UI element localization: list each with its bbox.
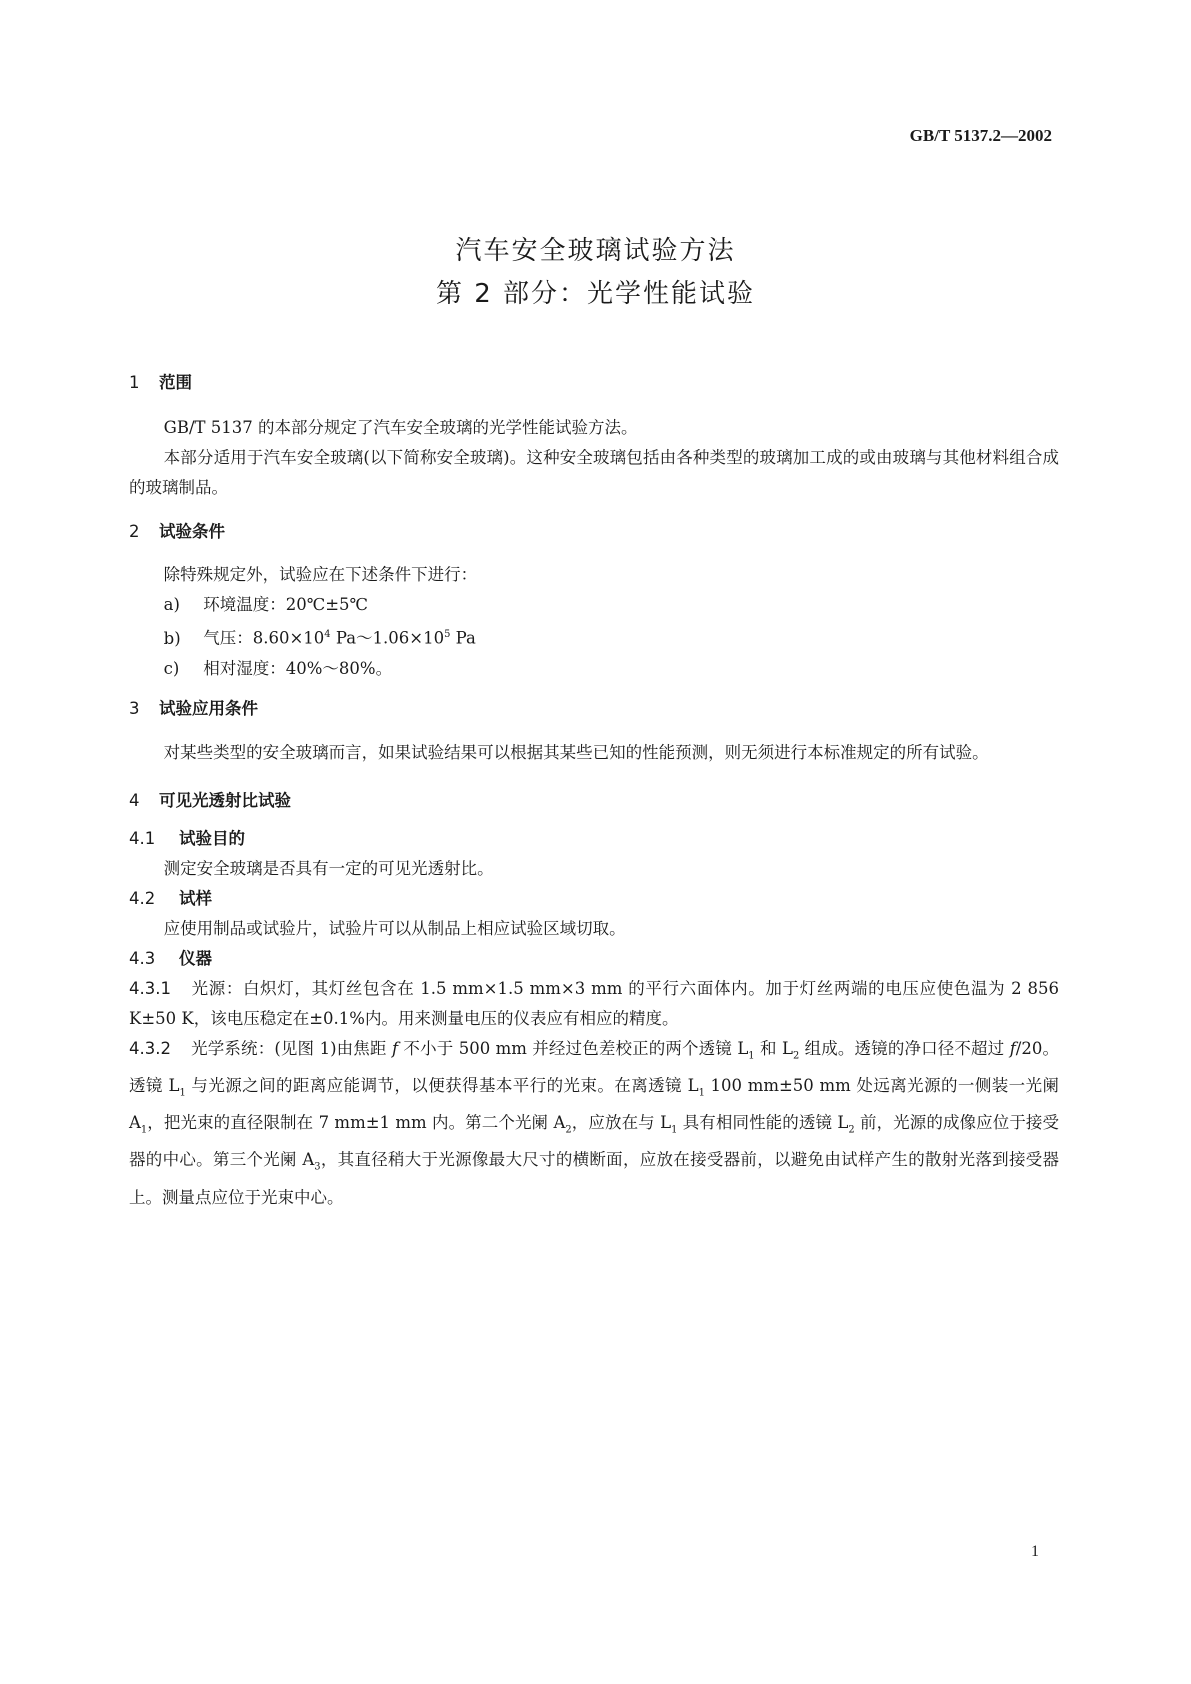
section-number: 3 (129, 698, 140, 718)
paragraph: 应使用制品或试验片，试验片可以从制品上相应试验区域切取。 (163, 918, 626, 938)
subsection-4-2-heading: 4.2 试样 (129, 888, 212, 908)
list-marker: a) (163, 595, 180, 614)
section-title: 试验应用条件 (159, 698, 258, 718)
section-title: 可见光透射比试验 (159, 790, 291, 810)
paragraph: 测定安全玻璃是否具有一定的可见光透射比。 (163, 858, 494, 878)
list-item: c) 相对湿度：40%～80%。 (129, 654, 1059, 684)
subsection-4-1-heading: 4.1 试验目的 (129, 828, 245, 848)
section-2-heading (129, 517, 1059, 547)
document-body (129, 368, 1059, 1213)
paragraph: 本部分适用于汽车安全玻璃(以下简称安全玻璃)。这种安全玻璃包括由各种类型的玻璃加工成的或由玻璃与其他材料组合成的玻璃制品。 (129, 448, 1059, 497)
standard-number: GB/T 5137.2—2002 (909, 126, 1052, 145)
clause-number: 4.3.1 (129, 978, 171, 998)
document-subtitle: 第 2 部分：光学性能试验 (435, 279, 756, 309)
list-item: b) 气压：$8.60\times 10^4$ $Pa\sim 1.06\times 10^5$ Pa (129, 620, 1059, 654)
section-number: 4 (129, 790, 140, 810)
section-number: 2 (129, 522, 140, 541)
section-4-heading (129, 786, 1059, 816)
list-marker: b) (163, 628, 181, 648)
page-number: 1 (1031, 1543, 1039, 1560)
list-item: a) 环境温度：20℃±5℃ (129, 590, 1059, 620)
paragraph: GB/T 5137 的本部分规定了汽车安全玻璃的光学性能试验方法。 (163, 418, 638, 437)
clause-4-3-2: 4.3.2 光学系统：(见图 1)由焦距 f 不小于 500 mm 并经过色差校正的两个透镜 $L_1$ 和 $L_2$ 组成。透镜的净口径不超过 f/20。透镜 $L_1$ 与光源之间的距离应能调节，以便获得基本平行的光束。在离透镜 $L_1$ 100 mm±50 mm 处远离光源的一侧装一光阑 $A_1$，把光束的直径限制在 7 mm±1 mm 内。第二个光阑 $A_2$，应放在与 $L_1$ 具有相同性能的透镜 $L_2$ 前，光源的成像应位于接受器的中心。第三个光阑 $A_3$，其直径稍大于光源像最大尺寸的横断面，应放在接受器前，以避免由试样产生的散射光落到接受器上。测量点应位于光束中心。 (129, 1034, 1059, 1213)
section-3-heading (129, 694, 1059, 724)
section-number: 1 (129, 373, 140, 392)
paragraph: 除特殊规定外，试验应在下述条件下进行： (163, 565, 478, 584)
clause-4-3-1: 4.3.1 光源：白炽灯，其灯丝包含在 1.5 mm×1.5 mm×3 mm 的平行六面体内。加于灯丝两端的电压应使色温为 2 856 K±50 K，该电压稳定在±0.1%内。用来测量电压的仪表应有相应的精度。 (129, 974, 1059, 1034)
section-title: 范围 (159, 373, 192, 392)
subsection-4-3-heading: 4.3 仪器 (129, 948, 212, 968)
list-marker: c) (163, 658, 180, 678)
paragraph: 对某些类型的安全玻璃而言，如果试验结果可以根据其某些已知的性能预测，则无须进行本标准规定的所有试验。 (163, 742, 989, 762)
document-title: 汽车安全玻璃试验方法 (455, 236, 736, 266)
section-title: 试验条件 (159, 522, 225, 541)
section-1-heading (129, 368, 1059, 398)
clause-number: 4.3.2 (129, 1038, 171, 1058)
